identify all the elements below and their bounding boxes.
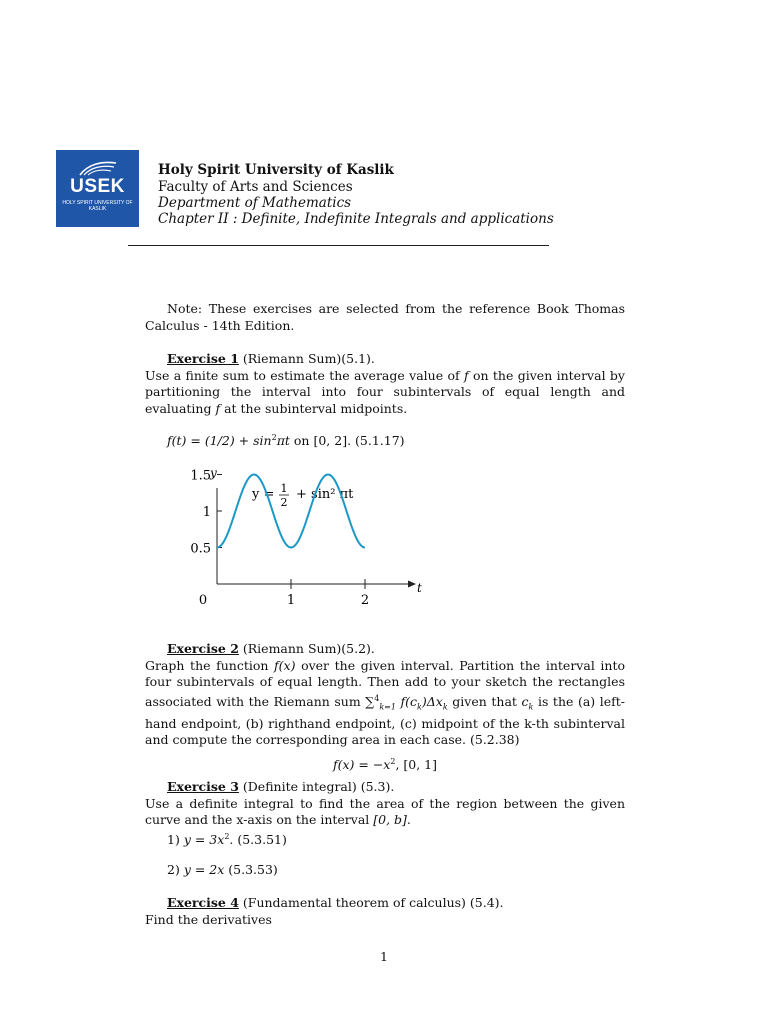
exercise-2-ck: c <box>521 693 529 709</box>
sum-sub: k=1 <box>379 702 396 712</box>
exercise-1-text-a: Use a finite sum to estimate the average value of <box>145 367 464 383</box>
exercise-2-heading <box>145 641 625 658</box>
exercise-1 <box>145 351 625 417</box>
sum-sup: 4 <box>374 693 380 703</box>
exercise-3-item-2 <box>145 862 625 879</box>
exercise-2-title: Exercise 2 <box>167 641 239 656</box>
exercise-2-fx: f(x) <box>274 657 296 673</box>
x-tick-label: 0 <box>198 593 208 608</box>
exercise-2-equation <box>145 757 625 772</box>
y-tick-label: 1.5 <box>190 468 211 484</box>
sum-body: f(c <box>400 693 418 709</box>
exercise-1-heading <box>145 351 625 368</box>
riemann-sum: ∑$^4_{k=1}$ $f(c_k)\Delta x_k$ <box>365 693 448 712</box>
university-name: Holy Spirit University of Kaslik <box>158 162 394 178</box>
ck-sub: k <box>528 702 534 712</box>
exercise-2-text <box>145 658 625 749</box>
x-tick-label: 2 <box>360 593 370 608</box>
department-name: Department of Mathematics <box>158 195 352 211</box>
y-axis-label: y <box>210 466 217 480</box>
exercise-3-text-body: Use a definite integral to find the area of the region between the given curve and the x-axis on the interval <box>145 795 625 827</box>
x-axis-arrow <box>408 581 416 588</box>
y-tick-label: 1 <box>202 505 211 520</box>
exercise-1-function: $f(t) = (1/2) + \sin^2\pi t$ on [0, 2]. (5.1.17) <box>167 433 405 449</box>
usek-logo <box>56 150 139 227</box>
exercise-3-text <box>145 796 625 829</box>
exercise-3-item-1 <box>145 829 625 849</box>
exercise-3-heading <box>145 779 625 796</box>
logo-wing-icon <box>74 158 120 178</box>
item-1-pre: 1) <box>167 831 184 847</box>
exercise-4-title: Exercise 4 <box>167 895 239 910</box>
y-tick-label: 0.5 <box>190 541 211 557</box>
eq-main: f(x) = −x <box>332 757 391 773</box>
exercise-2-text-c: given that <box>447 693 522 709</box>
item-2-pre: 2) <box>167 862 184 878</box>
exercise-2-text-d: is the (a) left-hand endpoint, (b) righthand endpoint, (c) midpoint of the k-th subinterval and compute the corresponding area in each case. (5.2.38) <box>145 693 625 748</box>
exercise-3 <box>145 779 625 879</box>
exercise-2 <box>145 641 625 749</box>
exercise-4-text: Find the derivatives <box>145 911 272 927</box>
faculty-name: Faculty of Arts and Sciences <box>158 179 353 195</box>
exercise-1-f: f <box>463 367 469 383</box>
series-line <box>217 475 365 548</box>
chart-title-y: y = <box>252 487 275 502</box>
chart-title-rest: + sin² πt <box>296 487 354 502</box>
exercise-1-topic: (Riemann Sum)(5.1). <box>238 351 375 366</box>
exercise-1-title: Exercise 1 <box>167 351 239 366</box>
fn-pi-t: πt <box>276 433 290 449</box>
eq-rest: , [0, 1] <box>395 757 438 773</box>
exercise-1-text-c: at the subinterval midpoints. <box>220 400 408 416</box>
sum-k: k <box>417 702 422 712</box>
exercise-3-title: Exercise 3 <box>167 779 239 794</box>
logo-name: USEK <box>70 176 125 197</box>
sum-k-2: k <box>442 702 448 712</box>
exercise-3-topic: (Definite integral) (5.3). <box>238 779 395 794</box>
exercise-2-text-a: Graph the function <box>145 657 275 673</box>
chapter-title: Chapter II : Definite, Indefinite Integrals and applications <box>158 211 554 227</box>
x-axis-label: t <box>417 581 422 595</box>
sum-delta: )Δx <box>421 693 443 709</box>
logo-subtitle: HOLY SPIRIT UNIVERSITY OF KASLIK <box>62 200 133 212</box>
note-paragraph: Note: These exercises are selected from the reference Book Thomas Calculus - 14th Edition. <box>145 301 625 333</box>
header-rule <box>128 245 549 246</box>
exercise-4-heading <box>145 895 625 912</box>
sine-squared-chart <box>180 458 440 614</box>
fn-lhs: f(t) = (1/2) + <box>167 433 254 449</box>
fn-rest: on [0, 2]. (5.1.17) <box>289 433 405 449</box>
exercise-1-text <box>145 368 625 418</box>
exercise-1-text-b: on the given interval by partitioning the interval into four subintervals of equal length and evaluating <box>145 367 625 416</box>
item-1-ref: . (5.3.51) <box>229 831 287 847</box>
eq-sup: 2 <box>390 757 396 766</box>
chart-title-num: 1 <box>280 482 288 495</box>
exercise-3-dot: . <box>406 812 411 827</box>
page-number: 1 <box>380 949 388 964</box>
chart-title-den: 2 <box>280 496 288 509</box>
fn-sin: sin <box>253 433 272 449</box>
item-1-eq: y = 3x <box>183 831 225 847</box>
exercise-4-topic: (Fundamental theorem of calculus) (5.4). <box>238 895 504 910</box>
item-2-eq: y = 2x <box>183 862 225 878</box>
exercise-3-interval: [0, b] <box>373 812 407 827</box>
item-2-ref: (5.3.53) <box>224 862 278 878</box>
exercise-2-topic: (Riemann Sum)(5.2). <box>238 641 375 656</box>
exercise-4 <box>145 895 625 928</box>
x-tick-label: 1 <box>286 593 296 608</box>
exercise-1-f-2: f <box>215 400 221 416</box>
exercise-2-text-b: over the given interval. Partition the interval into four subintervals of equal length. Then add to your sketch the rectangles associated with the Riemann sum <box>145 657 626 709</box>
item-1-sup: 2 <box>224 831 230 841</box>
